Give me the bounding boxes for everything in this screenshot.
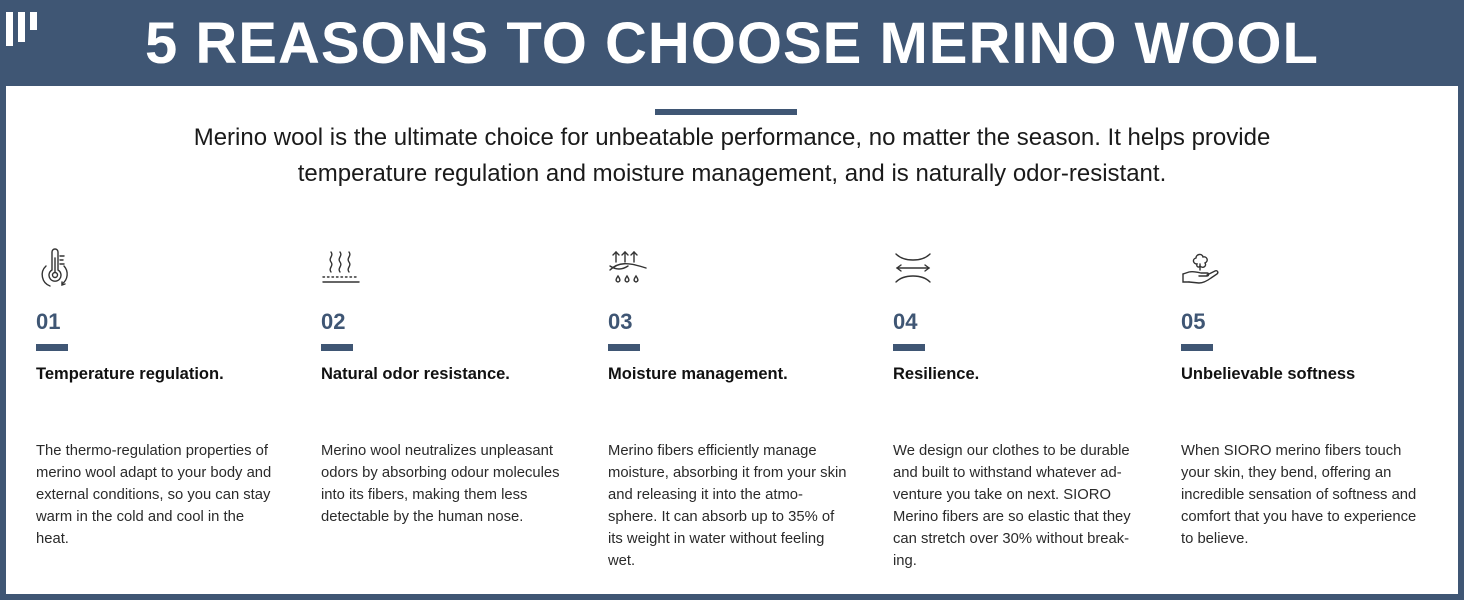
reason-title: Moisture management. — [608, 365, 788, 383]
reason-body: The thermo-regulation properties of merino wool adapt to your body and external conditions, so you can stay warm in the cold and cool in the heat. — [36, 443, 272, 547]
moisture-icon — [608, 246, 648, 290]
reason-card-2 — [321, 246, 583, 586]
content-panel — [6, 86, 1458, 594]
reason-title: Resilience. — [893, 365, 980, 383]
reason-title: Natural odor resistance. — [321, 365, 510, 383]
accent-bar — [608, 344, 640, 351]
reason-number: 05 — [1181, 309, 1206, 334]
accent-bar — [321, 344, 353, 351]
reason-number: 04 — [893, 309, 918, 334]
accent-bar — [36, 344, 68, 351]
reason-title: Unbelievable softness — [1181, 365, 1356, 383]
divider — [655, 109, 797, 115]
reason-card-1 — [36, 246, 298, 586]
reason-card-3 — [608, 246, 870, 586]
accent-bar — [1181, 344, 1213, 351]
intro-text: Merino wool is the ultimate choice for unbeatable performance, no matter the season. It helps provide temperature regulation and moisture management, and is naturally odor-resistant. — [193, 124, 1271, 187]
reason-card-5 — [1181, 246, 1443, 586]
reason-body: Merino fibers efficiently manage moisture, absorbing it from your skin and releasing it into the atmo- sphere. It can absorb up to 35% of its weight in water without feeling wet. — [608, 443, 847, 569]
cotton-hand-icon — [1181, 246, 1221, 290]
accent-bar — [893, 344, 925, 351]
reason-number: 03 — [608, 309, 633, 334]
reason-title: Temperature regulation. — [36, 365, 224, 383]
thermometer-icon — [36, 246, 76, 290]
reason-number: 02 — [321, 309, 346, 334]
reason-card-4 — [893, 246, 1155, 586]
stretch-icon — [893, 246, 933, 290]
odor-waves-icon — [321, 246, 361, 290]
page-title: 5 REASONS TO CHOOSE MERINO WOOL — [145, 11, 1319, 76]
reason-body: When SIORO merino fibers touch your skin, they bend, offering an incredible sensation of softness and comfort that you have to experience to believe. — [1181, 443, 1417, 547]
header-banner — [0, 0, 1464, 86]
reason-body: Merino wool neutralizes unpleasant odors by absorbing odour molecules into its fibers, making them less detectable by the human nose. — [321, 443, 560, 525]
reason-body: We design our clothes to be durable and built to withstand whatever ad- venture you take on next. SIORO Merino fibers are so elastic that they can stretch over 30% without break- ing. — [893, 443, 1131, 569]
reason-number: 01 — [36, 309, 61, 334]
